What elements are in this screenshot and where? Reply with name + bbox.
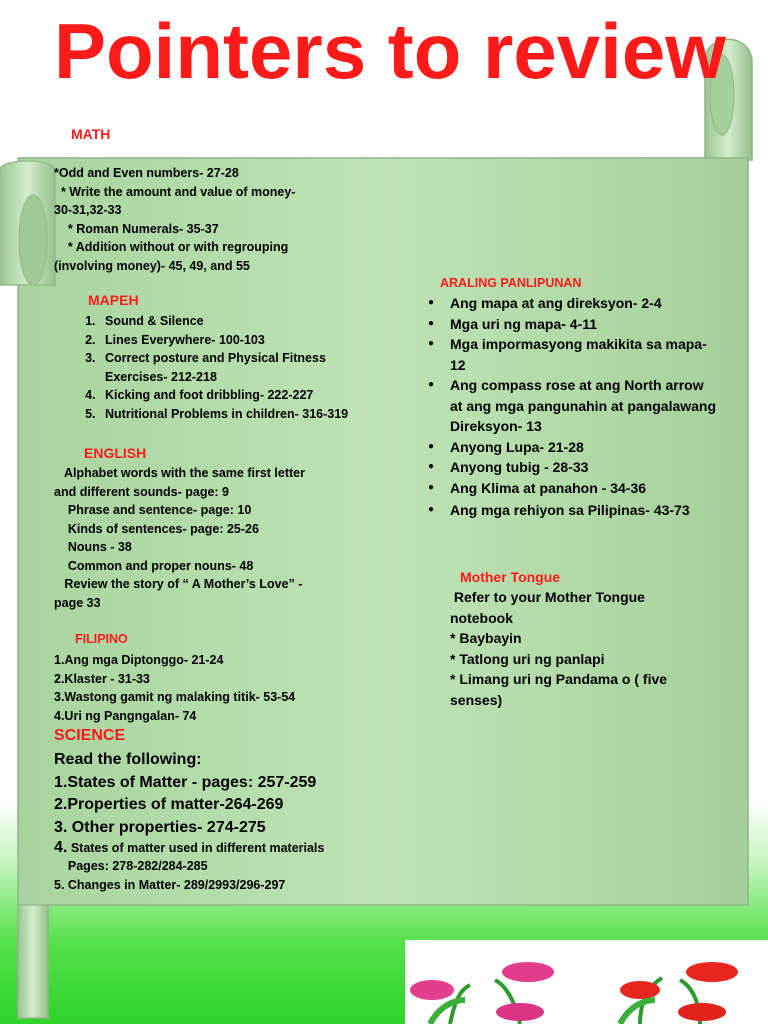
science-item: States of matter used in different materials	[67, 841, 325, 855]
math-line: * Roman Numerals- 35-37	[54, 221, 219, 236]
science-item: 1.States of Matter - pages: 257-259	[54, 773, 317, 791]
list-item: ● Ang mga rehiyon sa Pilipinas- 43-73	[428, 500, 718, 521]
mother-tongue-heading: Mother Tongue	[460, 569, 561, 585]
araling-panlipunan-heading: ARALING PANLIPUNAN	[440, 276, 582, 290]
english-section	[54, 464, 384, 612]
list-item: ● Anyong Lupa- 21-28	[428, 437, 718, 458]
science-item-number: 4.	[54, 839, 68, 856]
math-line: * Addition without or with regrouping	[54, 240, 289, 254]
english-heading: ENGLISH	[84, 445, 147, 461]
list-item: ● Mga uri ng mapa- 4-11	[428, 314, 718, 335]
list-item: 1. Sound & Silence	[99, 312, 354, 331]
list-item: ● Anyong tubig - 28-33	[428, 457, 718, 478]
mother-tongue-section	[450, 587, 710, 710]
english-line: Nouns - 38	[54, 540, 132, 554]
science-heading: SCIENCE	[54, 727, 126, 744]
list-item: 2. Lines Everywhere- 100-103	[99, 331, 354, 350]
math-line: 30-31,32-33	[54, 203, 122, 217]
mother-tongue-line: notebook	[450, 609, 513, 626]
math-line: *Odd and Even numbers- 27-28	[54, 166, 239, 180]
mapeh-section	[54, 312, 354, 423]
filipino-line: 2.Klaster - 31-33	[54, 671, 150, 686]
english-line: Phrase and sentence- page: 10	[54, 503, 252, 517]
list-item: 5. Nutritional Problems in children- 316-319	[99, 405, 354, 424]
araling-panlipunan-section	[428, 293, 718, 521]
list-item: 3. Correct posture and Physical Fitness Exercises- 212-218	[99, 349, 354, 386]
mapeh-heading: MAPEH	[88, 292, 139, 308]
mother-tongue-line: * Baybayin	[450, 630, 522, 646]
filipino-heading: FILIPINO	[75, 632, 128, 646]
science-intro: Read the following:	[54, 751, 202, 768]
english-line: Common and proper nouns- 48	[54, 558, 254, 573]
mother-tongue-line: * Tatlong uri ng panlapi	[450, 650, 605, 667]
english-line: Alphabet words with the same first letter	[54, 466, 305, 480]
science-section	[54, 749, 414, 894]
list-item: 4. Kicking and foot dribbling- 222-227	[99, 386, 354, 405]
page-title: Pointers to review	[54, 7, 726, 95]
mother-tongue-line: Refer to your Mother Tongue	[450, 589, 645, 605]
science-item: 2.Properties of matter-264-269	[54, 796, 284, 813]
english-line: and different sounds- page: 9	[54, 484, 230, 499]
math-line: (involving money)- 45, 49, and 55	[54, 258, 250, 273]
english-line: Kinds of sentences- page: 25-26	[54, 521, 259, 536]
list-item: ● Ang mapa at ang direksyon- 2-4	[428, 293, 718, 314]
list-item: ● Ang Klima at panahon - 34-36	[428, 478, 718, 499]
filipino-line: 3.Wastong gamit ng malaking titik- 53-54	[54, 690, 296, 704]
english-line: page 33	[54, 595, 101, 610]
filipino-line: 4.Uri ng Pangngalan- 74	[54, 708, 197, 723]
math-heading: MATH	[71, 126, 111, 142]
list-item: ● Ang compass rose at ang North arrow at ang mga pangunahin at pangalawang Direksyon- 13	[428, 375, 718, 437]
filipino-line: 1.Ang mga Diptonggo- 21-24	[54, 653, 224, 667]
math-section	[54, 164, 384, 275]
english-line: Review the story of “ A Mother’s Love” -	[54, 577, 303, 591]
science-item-pages: Pages: 278-282/284-285	[54, 859, 208, 873]
science-item: 3. Other properties- 274-275	[54, 818, 266, 836]
mother-tongue-line: senses)	[450, 691, 503, 708]
science-item: 5. Changes in Matter- 289/2993/296-297	[54, 877, 286, 892]
math-line: * Write the amount and value of money-	[54, 184, 296, 199]
mother-tongue-line: * Limang uri ng Pandama o ( five	[450, 671, 668, 687]
filipino-section	[54, 651, 384, 725]
list-item: ● Mga impormasyong makikita sa mapa- 12	[428, 334, 718, 375]
